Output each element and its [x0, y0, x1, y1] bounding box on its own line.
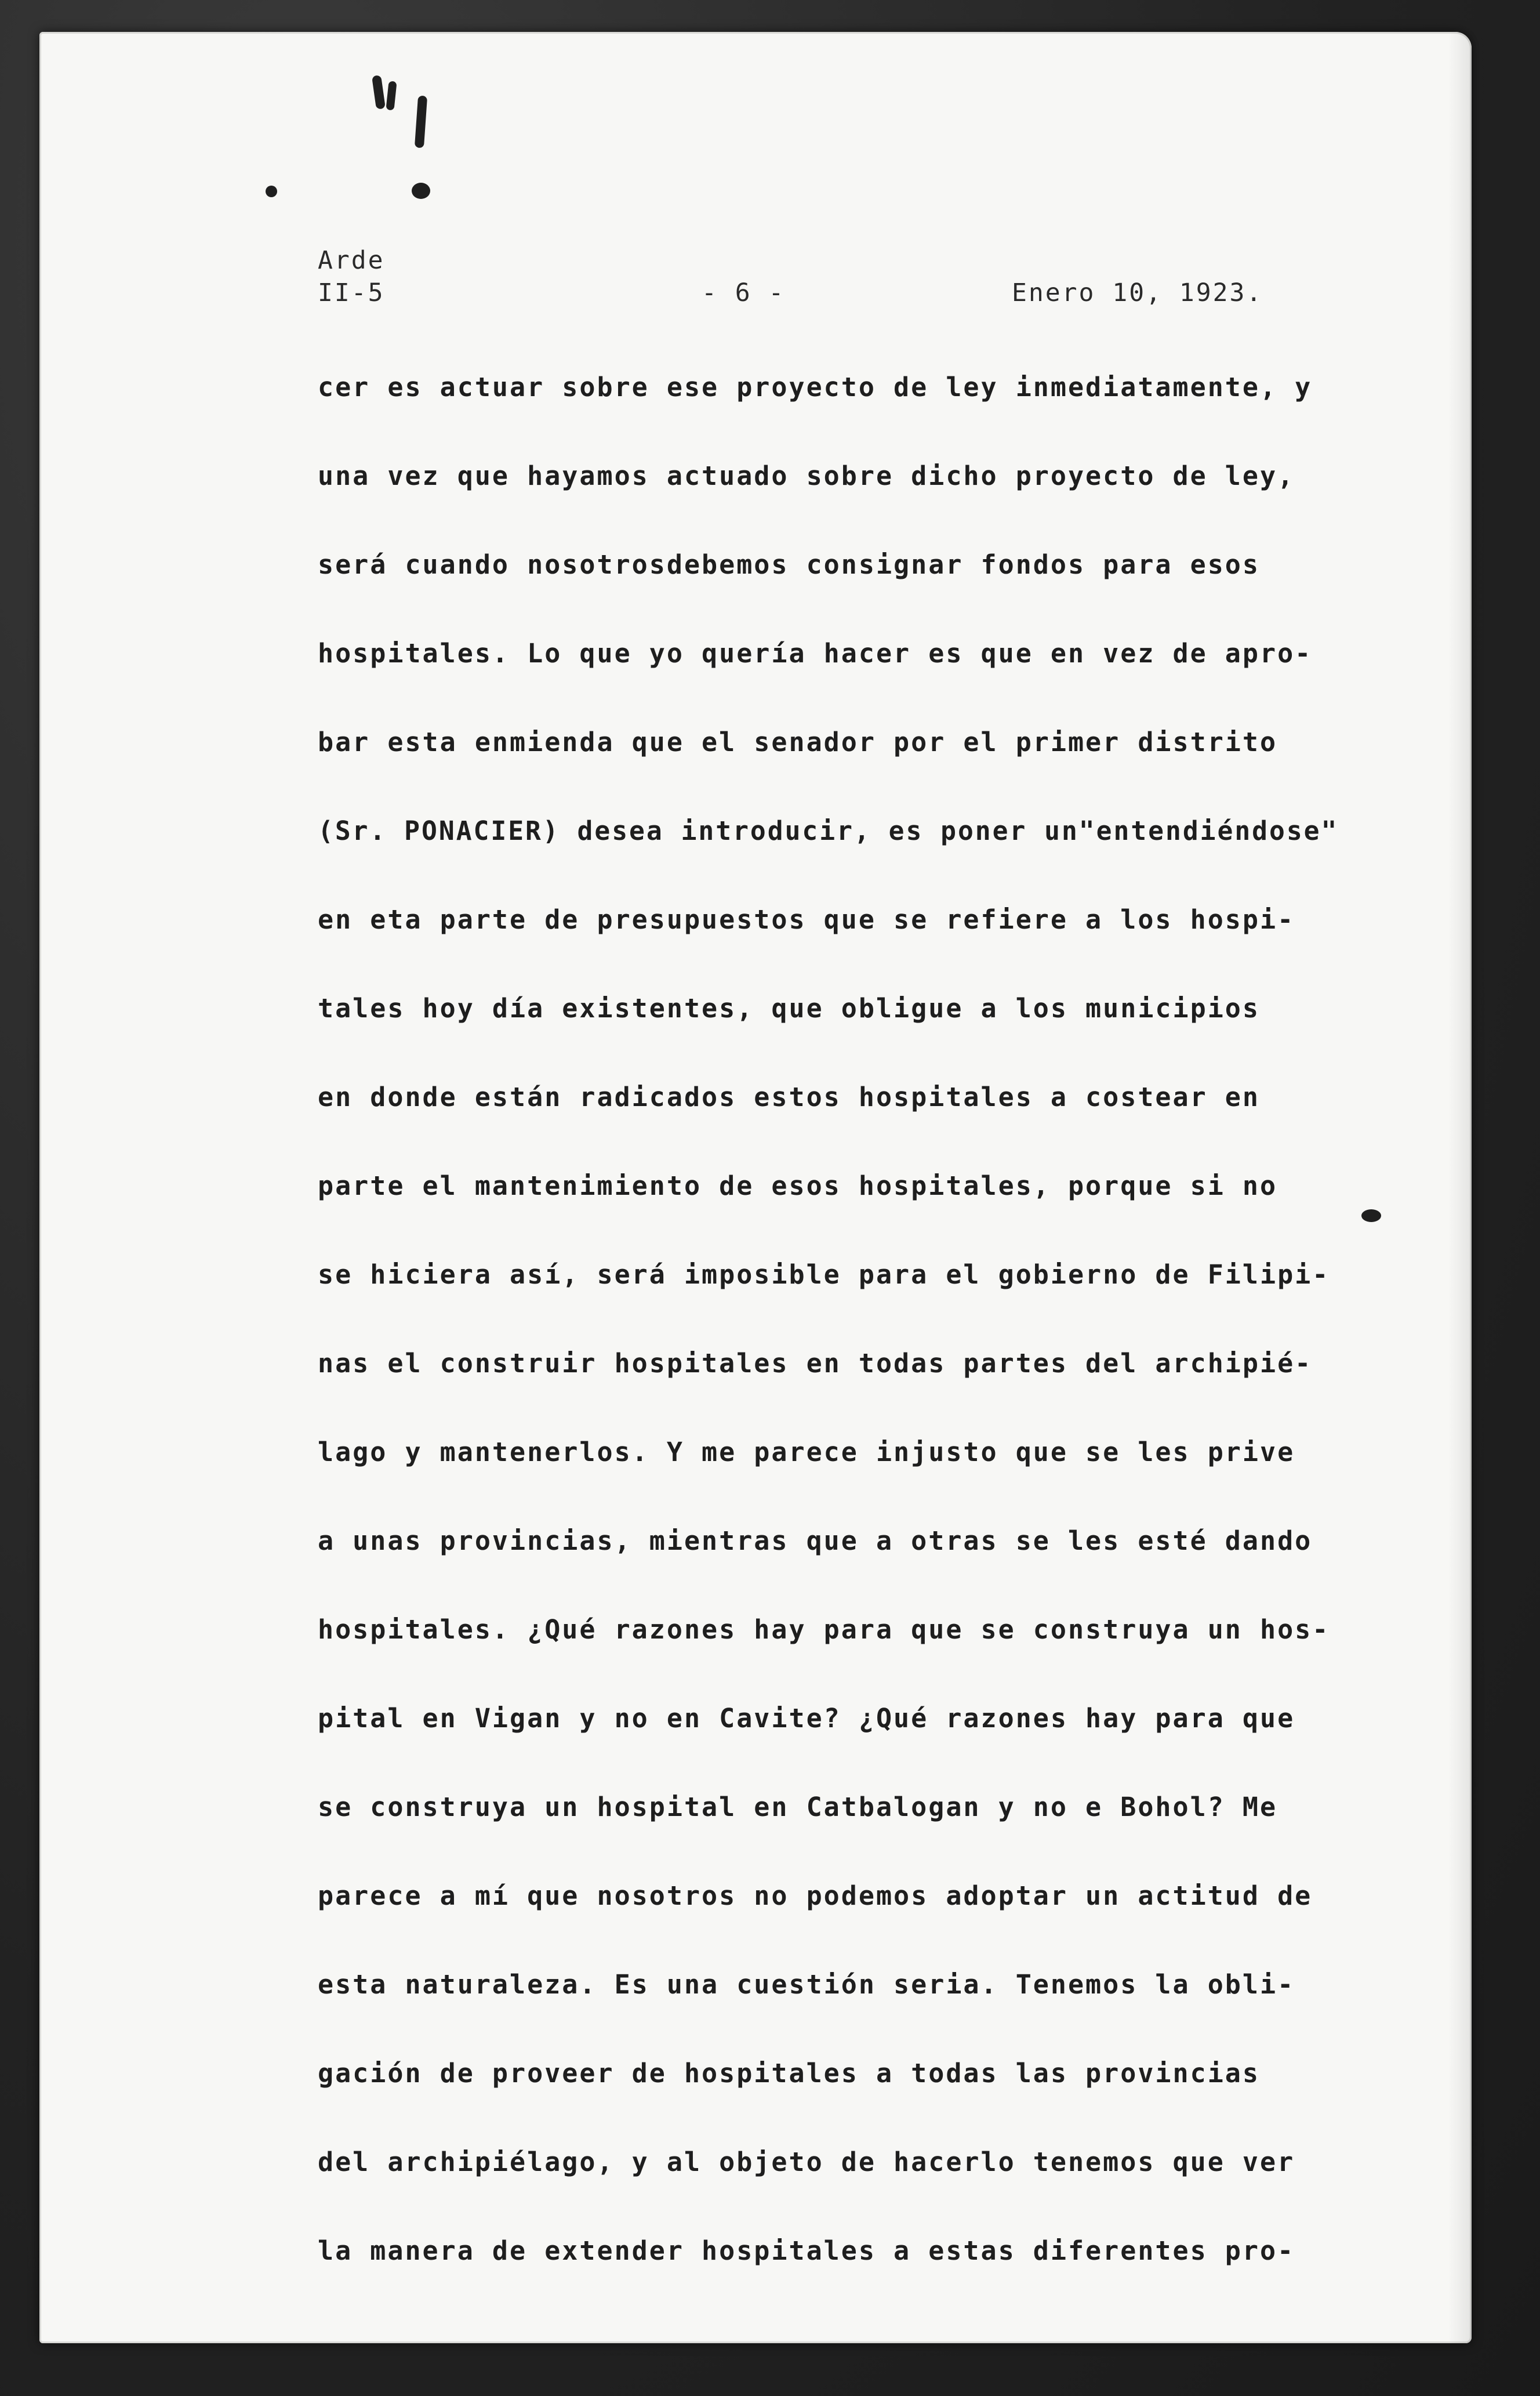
text-line: será cuando nosotrosdebemos consignar fondos para esos — [318, 549, 1260, 580]
text-line: gación de proveer de hospitales a todas las provincias — [318, 2058, 1260, 2089]
text-line: a unas provincias, mientras que a otras se les esté dando — [318, 1525, 1313, 1556]
document-date: Enero 10, 1923. — [1012, 278, 1263, 307]
reference-line-2: II-5 — [318, 278, 385, 307]
text-line: se hiciera así, será imposible para el gobierno de Filipi- — [318, 1259, 1330, 1290]
text-line: parece a mí que nosotros no podemos adoptar un actitud de — [318, 1880, 1313, 1911]
text-line: cer es actuar sobre ese proyecto de ley inmediatamente, y — [318, 372, 1313, 403]
ink-spot-right — [1361, 1209, 1381, 1222]
text-line: en donde están radicados estos hospitales a costear en — [318, 1082, 1260, 1112]
text-line: tales hoy día existentes, que obligue a los municipios — [318, 993, 1260, 1024]
page-number: - 6 - — [702, 278, 786, 307]
text-line: se construya un hospital en Catbalogan y no e Bohol? Me — [318, 1792, 1278, 1822]
text-line: (Sr. PONACIER) desea introducir, es poner un"entendiéndose" — [318, 815, 1339, 846]
text-line: lago y mantenerlos. Y me parece injusto que se les prive — [318, 1437, 1295, 1467]
ink-mark-4 — [412, 183, 430, 199]
text-line: del archipiélago, y al objeto de hacerlo tenemos que ver — [318, 2147, 1295, 2177]
text-line: esta naturaleza. Es una cuestión seria. Tenemos la obli- — [318, 1969, 1295, 2000]
page-edge-shadow — [1448, 32, 1472, 2343]
text-line: bar esta enmienda que el senador por el primer distrito — [318, 727, 1278, 757]
text-line: en eta parte de presupuestos que se refiere a los hospi- — [318, 904, 1295, 935]
text-line: una vez que hayamos actuado sobre dicho proyecto de ley, — [318, 461, 1295, 491]
text-line: nas el construir hospitales en todas partes del archipié- — [318, 1348, 1313, 1379]
text-line: hospitales. Lo que yo quería hacer es que en vez de apro- — [318, 638, 1313, 669]
text-line: la manera de extender hospitales a estas diferentes pro- — [318, 2235, 1295, 2266]
ink-mark-5 — [266, 186, 277, 197]
text-line: hospitales. ¿Qué razones hay para que se construya un hos- — [318, 1614, 1330, 1645]
text-line: pital en Vigan y no en Cavite? ¿Qué razones hay para que — [318, 1703, 1295, 1734]
text-line: parte el mantenimiento de esos hospitales, porque si no — [318, 1170, 1278, 1201]
reference-line-1: Arde — [318, 246, 385, 275]
